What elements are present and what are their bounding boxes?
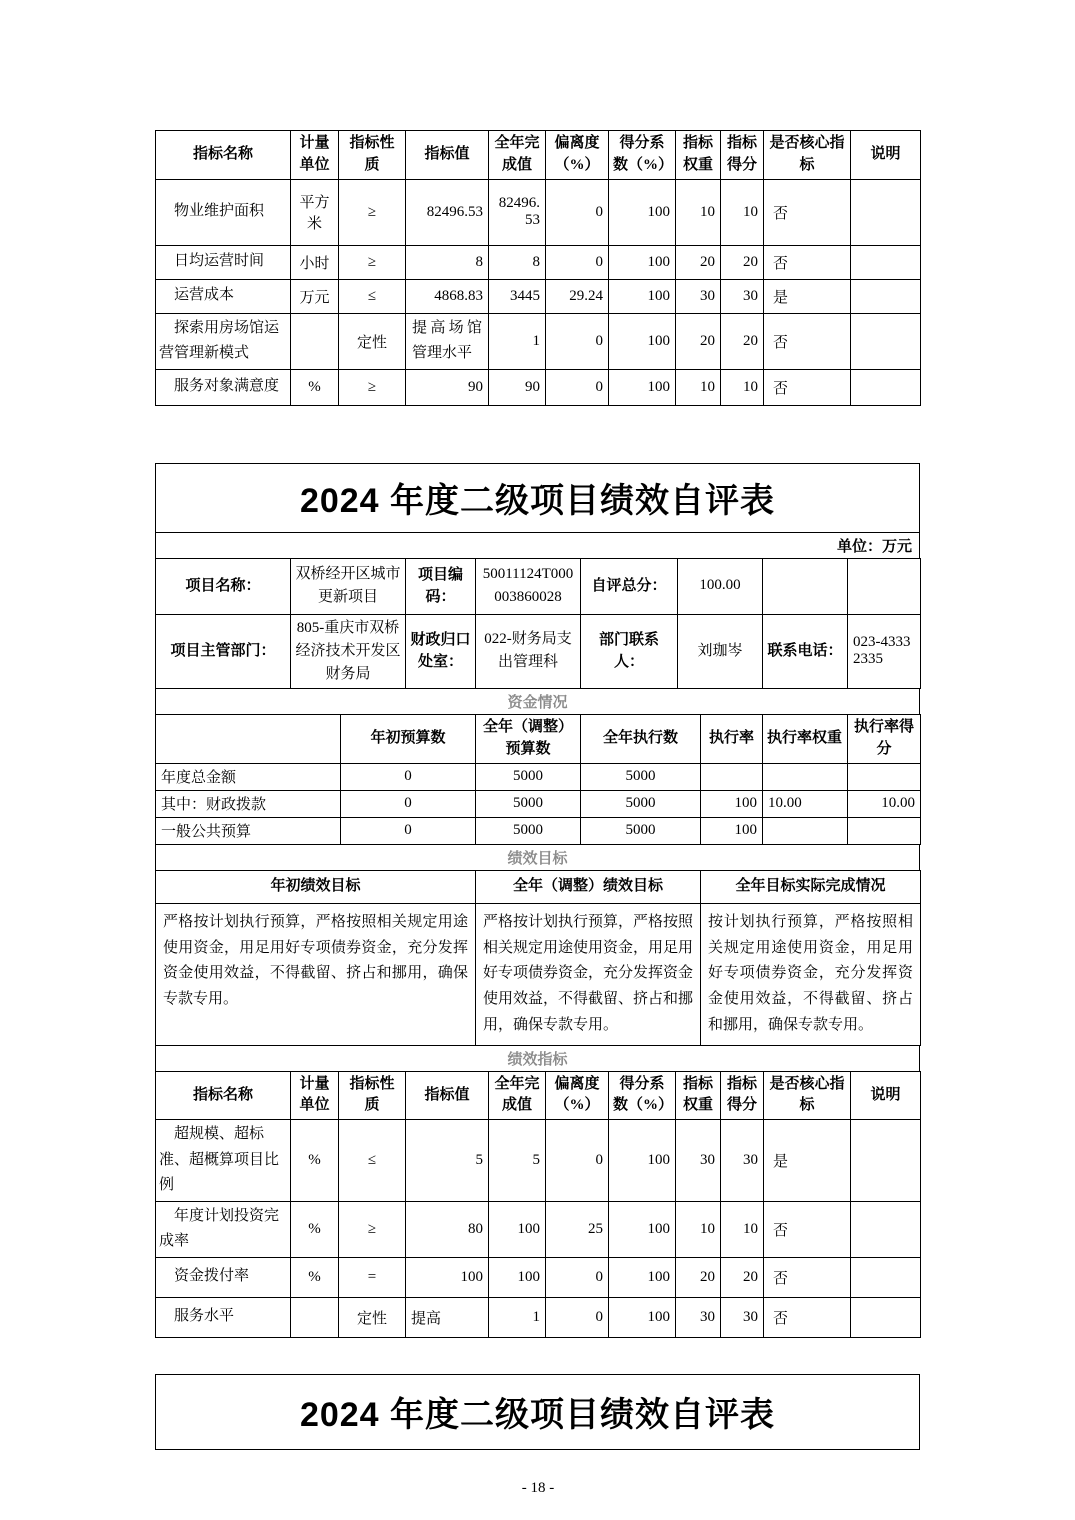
funding-row-label: 一般公共预算 [156, 817, 341, 844]
col-header-weight: 指标权重 [676, 1071, 721, 1120]
self-eval-form [155, 463, 921, 1338]
col-header-unit: 计量单位 [291, 1071, 339, 1120]
indicator-core: 否 [764, 313, 851, 369]
table-row [156, 279, 921, 313]
funding-adjusted: 5000 [476, 790, 581, 817]
indicator-score: 20 [721, 313, 764, 369]
funding-col-executed: 全年执行数 [581, 715, 701, 764]
indicator-weight: 20 [676, 1257, 721, 1297]
indicator-target: 82496.53 [406, 179, 489, 245]
carryover-header-row [156, 131, 921, 180]
indicator-score: 30 [721, 1297, 764, 1337]
table-row [156, 179, 921, 245]
self-score-label: 自评总分： [581, 558, 678, 614]
indicator-target: 80 [406, 1201, 489, 1257]
indicator-name: 日均运营时间 [156, 245, 291, 279]
indicator-deviation: 0 [546, 1297, 609, 1337]
funding-rate-score [848, 817, 921, 844]
indicator-deviation: 0 [546, 313, 609, 369]
table-row [156, 313, 921, 369]
col-header-score: 指标得分 [721, 1071, 764, 1120]
funding-rate-weight [763, 763, 848, 790]
indicator-weight: 30 [676, 1297, 721, 1337]
indicator-name: 资金拨付率 [156, 1257, 291, 1297]
col-header-coefficient: 得分系数（%） [609, 131, 676, 180]
indicator-score: 30 [721, 1120, 764, 1202]
indicator-target: 4868.83 [406, 279, 489, 313]
indicator-core: 否 [764, 179, 851, 245]
goal-initial-text: 严格按计划执行预算，严格按照相关规定用途使用资金，用足用好专项债券资金，充分发挥资金使用效益，不得截留、挤占和挪用，确保专款专用。 [156, 903, 476, 1045]
indicator-nature: 定性 [339, 1297, 406, 1337]
indicator-unit: % [291, 369, 339, 405]
table-row [156, 1120, 921, 1202]
funding-initial: 0 [341, 763, 476, 790]
col-header-deviation: 偏离度（%） [546, 131, 609, 180]
indicator-core: 否 [764, 245, 851, 279]
indicator-weight: 10 [676, 1201, 721, 1257]
indicator-score: 10 [721, 179, 764, 245]
indicator-nature: = [339, 1257, 406, 1297]
indicator-name: 探索用房场馆运营管理新模式 [156, 313, 291, 369]
indicator-completed: 8 [489, 245, 546, 279]
phone-value: 023-43332335 [848, 614, 921, 689]
indicator-unit: % [291, 1201, 339, 1257]
indicator-name: 服务水平 [156, 1297, 291, 1337]
indicator-target: 100 [406, 1257, 489, 1297]
project-row-1 [156, 558, 921, 614]
funding-row-label: 其中：财政拨款 [156, 790, 341, 817]
indicator-deviation: 0 [546, 245, 609, 279]
office-value: 022-财务局支出管理科 [476, 614, 581, 689]
funding-adjusted: 5000 [476, 763, 581, 790]
indicator-nature: ≤ [339, 1120, 406, 1202]
section-header-goals: 绩效目标 [155, 844, 920, 871]
funding-row-total [156, 763, 921, 790]
page-number: - 18 - [521, 1479, 555, 1496]
indicator-deviation: 0 [546, 179, 609, 245]
indicator-nature: ≥ [339, 1201, 406, 1257]
indicator-core: 否 [764, 369, 851, 405]
table-row [156, 1297, 921, 1337]
indicator-nature: ≥ [339, 369, 406, 405]
contact-label: 部门联系人： [581, 614, 678, 689]
project-row-2 [156, 614, 921, 689]
indicator-unit: % [291, 1120, 339, 1202]
goals-col-actual: 全年目标实际完成情况 [701, 870, 921, 903]
funding-executed: 5000 [581, 763, 701, 790]
indicator-core: 否 [764, 1201, 851, 1257]
indicator-unit: 小时 [291, 245, 339, 279]
indicator-coefficient: 100 [609, 245, 676, 279]
indicator-score: 10 [721, 1201, 764, 1257]
indicator-nature: 定性 [339, 313, 406, 369]
indicator-score: 20 [721, 245, 764, 279]
col-header-score: 指标得分 [721, 131, 764, 180]
indicator-coefficient: 100 [609, 1201, 676, 1257]
indicator-name: 年度计划投资完成率 [156, 1201, 291, 1257]
indicator-weight: 20 [676, 245, 721, 279]
performance-indicator-table [155, 1071, 921, 1338]
indicator-note [851, 369, 921, 405]
carryover-indicator-table [155, 130, 921, 406]
self-score-value: 100.00 [678, 558, 763, 614]
table-row [156, 245, 921, 279]
indicator-note [851, 1120, 921, 1202]
indicator-note [851, 313, 921, 369]
funding-row-public [156, 817, 921, 844]
indicator-unit [291, 313, 339, 369]
funding-row-fiscal [156, 790, 921, 817]
indicator-nature: ≤ [339, 279, 406, 313]
funding-col-adjusted: 全年（调整）预算数 [476, 715, 581, 764]
goal-actual-text: 按计划执行预算，严格按照相关规定用途使用资金，用足用好专项债券资金，充分发挥资金使用效益，不得截留、挤占和挪用，确保专款专用。 [701, 903, 921, 1045]
funding-col-rate-weight: 执行率权重 [763, 715, 848, 764]
funding-rate-score [848, 763, 921, 790]
indicator-target: 90 [406, 369, 489, 405]
indicator-completed: 3445 [489, 279, 546, 313]
funding-rate: 100 [701, 817, 763, 844]
col-header-target: 指标值 [406, 1071, 489, 1120]
indicator-target: 提高 [406, 1297, 489, 1337]
funding-rate-score: 10.00 [848, 790, 921, 817]
phone-label: 联系电话： [763, 614, 848, 689]
indicator-core: 否 [764, 1297, 851, 1337]
indicator-core: 是 [764, 1120, 851, 1202]
indicator-note [851, 1201, 921, 1257]
indicator-completed: 100 [489, 1257, 546, 1297]
indicator-completed: 100 [489, 1201, 546, 1257]
project-code-label: 项目编码： [406, 558, 476, 614]
col-header-note: 说明 [851, 131, 921, 180]
col-header-note: 说明 [851, 1071, 921, 1120]
indicator-note [851, 245, 921, 279]
indicator-completed: 5 [489, 1120, 546, 1202]
indicator-weight: 10 [676, 369, 721, 405]
funding-rate-weight [763, 817, 848, 844]
indicator-deviation: 0 [546, 1257, 609, 1297]
indicator-coefficient: 100 [609, 1257, 676, 1297]
dept-value: 805-重庆市双桥经济技术开发区财务局 [291, 614, 406, 689]
funding-col-initial: 年初预算数 [341, 715, 476, 764]
indicator-completed: 1 [489, 1297, 546, 1337]
col-header-completed: 全年完成值 [489, 131, 546, 180]
page-content [155, 130, 921, 1497]
indicator-weight: 20 [676, 313, 721, 369]
funding-adjusted: 5000 [476, 817, 581, 844]
funding-col-rate: 执行率 [701, 715, 763, 764]
indicator-core: 是 [764, 279, 851, 313]
indicator-weight: 30 [676, 279, 721, 313]
indicator-deviation: 29.24 [546, 279, 609, 313]
indicator-weight: 30 [676, 1120, 721, 1202]
indicator-note [851, 1257, 921, 1297]
goals-text-row [156, 903, 921, 1045]
funding-rate-weight: 10.00 [763, 790, 848, 817]
dept-label: 项目主管部门： [156, 614, 291, 689]
indicator-target: 8 [406, 245, 489, 279]
indicator-coefficient: 100 [609, 279, 676, 313]
indicators-header-row [156, 1071, 921, 1120]
indicator-note [851, 1297, 921, 1337]
goals-col-adjusted: 全年（调整）绩效目标 [476, 870, 701, 903]
indicator-note [851, 179, 921, 245]
funding-header-row [156, 715, 921, 764]
indicator-coefficient: 100 [609, 1297, 676, 1337]
indicator-deviation: 25 [546, 1201, 609, 1257]
indicator-unit [291, 1297, 339, 1337]
contact-value: 刘珈岑 [678, 614, 763, 689]
funding-col-rate-score: 执行率得分 [848, 715, 921, 764]
indicator-deviation: 0 [546, 1120, 609, 1202]
col-header-core: 是否核心指标 [764, 131, 851, 180]
col-header-nature: 指标性质 [339, 1071, 406, 1120]
indicator-coefficient: 100 [609, 179, 676, 245]
col-header-indicator-name: 指标名称 [156, 131, 291, 180]
indicator-target: 5 [406, 1120, 489, 1202]
indicator-completed: 82496.53 [489, 179, 546, 245]
indicator-coefficient: 100 [609, 369, 676, 405]
indicator-score: 30 [721, 279, 764, 313]
funding-initial: 0 [341, 790, 476, 817]
indicator-target: 提高场馆管理水平 [406, 313, 489, 369]
col-header-deviation: 偏离度（%） [546, 1071, 609, 1120]
funding-rate: 100 [701, 790, 763, 817]
indicator-core: 否 [764, 1257, 851, 1297]
indicator-completed: 1 [489, 313, 546, 369]
indicator-coefficient: 100 [609, 1120, 676, 1202]
table-row [156, 1257, 921, 1297]
funding-executed: 5000 [581, 817, 701, 844]
indicator-nature: ≥ [339, 179, 406, 245]
indicator-note [851, 279, 921, 313]
section-header-indicators: 绩效指标 [155, 1045, 920, 1072]
indicator-completed: 90 [489, 369, 546, 405]
project-name-value: 双桥经开区城市更新项目 [291, 558, 406, 614]
project-code-value: 50011124T000003860028 [476, 558, 581, 614]
form-title: 2024 年度二级项目绩效自评表 [155, 463, 920, 533]
indicator-score: 20 [721, 1257, 764, 1297]
goals-col-initial: 年初绩效目标 [156, 870, 476, 903]
goals-table [155, 870, 921, 1046]
indicator-weight: 10 [676, 179, 721, 245]
goals-header-row [156, 870, 921, 903]
col-header-weight: 指标权重 [676, 131, 721, 180]
indicator-unit: % [291, 1257, 339, 1297]
empty-cell [848, 558, 921, 614]
project-name-label: 项目名称： [156, 558, 291, 614]
funding-initial: 0 [341, 817, 476, 844]
indicator-unit: 平方米 [291, 179, 339, 245]
col-header-completed: 全年完成值 [489, 1071, 546, 1120]
col-header-unit: 计量单位 [291, 131, 339, 180]
funding-row-label: 年度总金额 [156, 763, 341, 790]
office-label: 财政归口处室： [406, 614, 476, 689]
funding-table [155, 714, 921, 845]
indicator-name: 服务对象满意度 [156, 369, 291, 405]
col-header-indicator-name: 指标名称 [156, 1071, 291, 1120]
col-header-nature: 指标性质 [339, 131, 406, 180]
indicator-name: 超规模、超标准、超概算项目比例 [156, 1120, 291, 1202]
funding-rate [701, 763, 763, 790]
unit-note: 单位：万元 [155, 532, 920, 559]
indicator-deviation: 0 [546, 369, 609, 405]
indicator-nature: ≥ [339, 245, 406, 279]
funding-executed: 5000 [581, 790, 701, 817]
indicator-score: 10 [721, 369, 764, 405]
indicator-coefficient: 100 [609, 313, 676, 369]
project-info-table [155, 558, 921, 690]
table-row [156, 369, 921, 405]
indicator-unit: 万元 [291, 279, 339, 313]
next-form-title: 2024 年度二级项目绩效自评表 [155, 1374, 920, 1450]
goal-adjusted-text: 严格按计划执行预算，严格按照相关规定用途使用资金，用足用好专项债券资金，充分发挥资金使用效益，不得截留、挤占和挪用，确保专款专用。 [476, 903, 701, 1045]
indicator-name: 运营成本 [156, 279, 291, 313]
section-header-funding: 资金情况 [155, 688, 920, 715]
table-row [156, 1201, 921, 1257]
funding-col-blank [156, 715, 341, 764]
indicator-name: 物业维护面积 [156, 179, 291, 245]
col-header-target: 指标值 [406, 131, 489, 180]
col-header-core: 是否核心指标 [764, 1071, 851, 1120]
empty-cell [763, 558, 848, 614]
col-header-coefficient: 得分系数（%） [609, 1071, 676, 1120]
